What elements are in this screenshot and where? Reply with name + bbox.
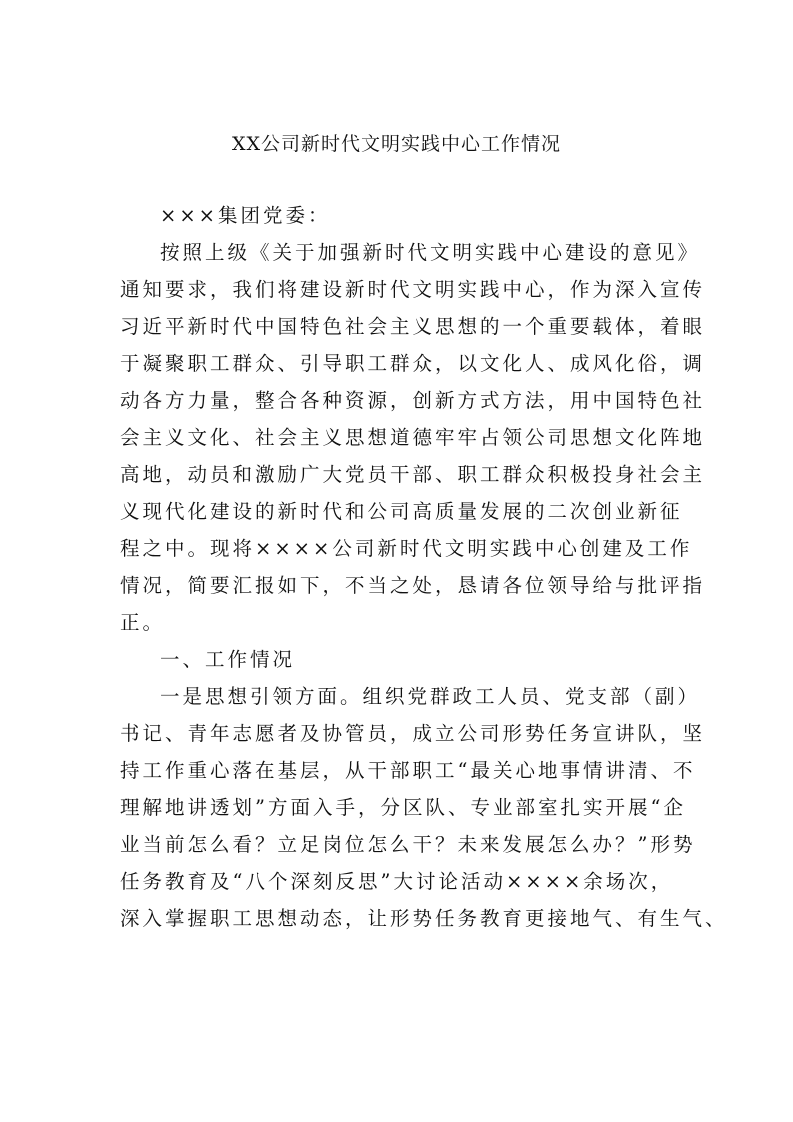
paragraph-line: 书记、青年志愿者及协管员，成立公司形势任务宣讲队，坚: [120, 722, 706, 745]
salutation: ×××集团党委：: [160, 204, 331, 227]
paragraph-line: 持工作重心落在基层，从干部职工“最关心地事情讲清、不: [120, 759, 696, 782]
document-title: XX公司新时代文明实践中心工作情况: [231, 133, 562, 155]
paragraph-line: 程之中。现将××××公司新时代文明实践中心创建及工作: [120, 537, 693, 560]
paragraph-line: 深入掌握职工思想动态，让形势任务教育更接地气、有生气、: [120, 907, 728, 930]
paragraph-line: 动各方力量，整合各种资源，创新方式方法，用中国特色社: [120, 389, 706, 412]
paragraph-line: 理解地讲透划”方面入手，分区队、专业部室扎实开展“企: [120, 796, 686, 819]
paragraph-line: 高地，动员和激励广大党员干部、职工群众积极投身社会主: [120, 463, 706, 486]
paragraph-line: 情况，简要汇报如下，不当之处，恳请各位领导给与批评指: [120, 574, 706, 597]
paragraph-line: 任务教育及“八个深刻反思”大讨论活动××××余场次，: [120, 870, 674, 893]
paragraph-line: 义现代化建设的新时代和公司高质量发展的二次创业新征: [120, 500, 683, 523]
paragraph-line: 业当前怎么看？立足岗位怎么干？未来发展怎么办？”形势: [120, 833, 696, 856]
paragraph-line: 正。: [120, 611, 166, 634]
paragraph-line: 习近平新时代中国特色社会主义思想的一个重要载体，着眼: [120, 315, 706, 338]
paragraph-line: 于凝聚职工群众、引导职工群众，以文化人、成风化俗，调: [120, 352, 706, 375]
paragraph-line: 通知要求，我们将建设新时代文明实践中心，作为深入宣传: [120, 278, 706, 301]
paragraph-line: 一是思想引领方面。组织党群政工人员、党支部（副）: [160, 685, 701, 708]
paragraph-line: 会主义文化、社会主义思想道德牢牢占领公司思想文化阵地: [120, 426, 706, 449]
paragraph-line: 按照上级《关于加强新时代文明实践中心建设的意见》: [160, 241, 701, 264]
section-heading: 一、工作情况: [160, 648, 296, 671]
